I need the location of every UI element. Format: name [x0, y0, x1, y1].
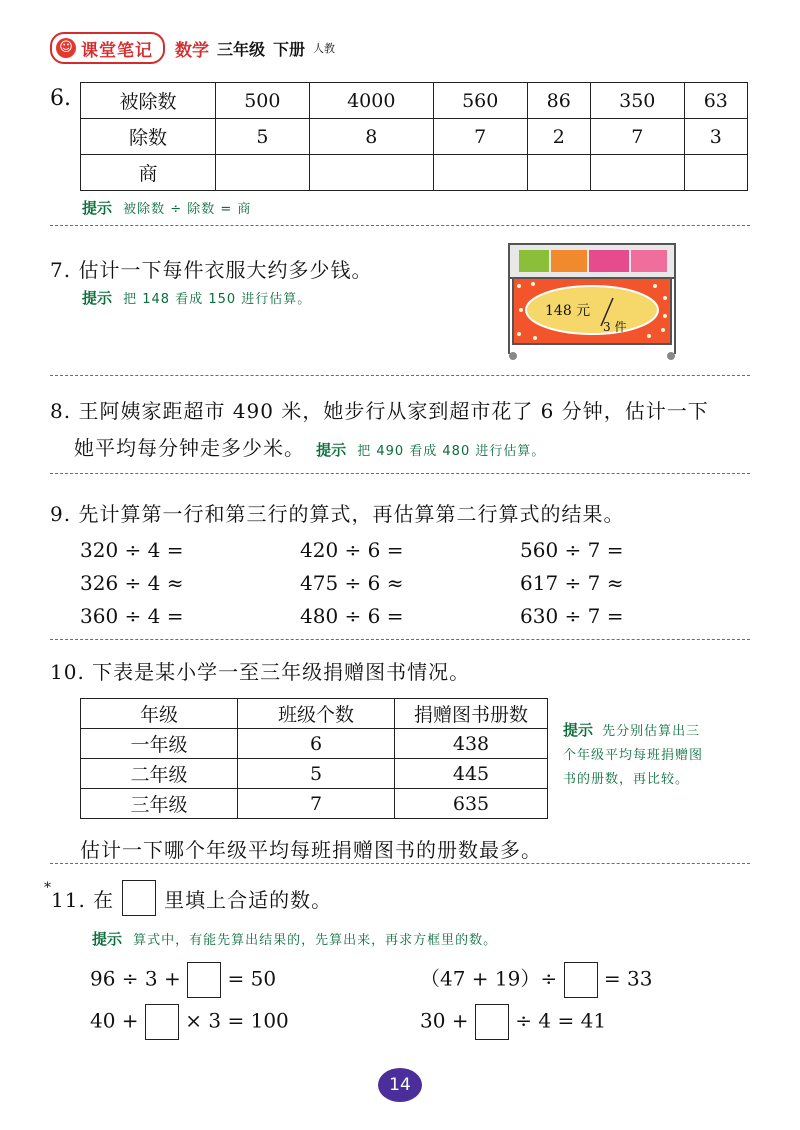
q10-hint: [563, 718, 753, 792]
table-cell: 三年级: [81, 789, 238, 819]
hint-label: 提示: [92, 930, 123, 948]
answer-cell[interactable]: [433, 155, 527, 191]
table-cell: 3: [684, 119, 747, 155]
answer-cell[interactable]: [590, 155, 684, 191]
row-header: 除数: [81, 119, 216, 155]
divider: [50, 473, 750, 474]
table-cell: 一年级: [81, 729, 238, 759]
hint-text: 把 148 看成 150 进行估算。: [123, 292, 312, 307]
grade-label: 三年级: [217, 39, 266, 59]
formula-right: × 3 = 100: [185, 1008, 289, 1033]
table-cell: 5: [238, 759, 395, 789]
q8-line2-wrap: [74, 432, 545, 461]
q10-donation-table: [80, 698, 548, 819]
hint-label: 提示: [563, 721, 594, 739]
q11-text-before: 11. 在: [51, 887, 115, 912]
formula-left: （47 + 19）÷: [420, 966, 558, 991]
row-header: 被除数: [81, 83, 216, 119]
table-row: [81, 155, 748, 191]
q11-text-after: 里填上合适的数。: [164, 887, 333, 912]
example-box: [122, 880, 156, 916]
column-header: 年级: [81, 699, 238, 729]
hint-label: 提示: [82, 289, 113, 307]
table-cell: 7: [590, 119, 684, 155]
hint-text: 被除数 ÷ 除数 = 商: [123, 202, 252, 217]
answer-cell[interactable]: [216, 155, 310, 191]
table-cell: 7: [433, 119, 527, 155]
formula: 475 ÷ 6 ≈: [300, 571, 404, 595]
q10-text: 10. 下表是某小学一至三年级捐赠图书情况。: [50, 660, 471, 684]
q7-text: 7. 估计一下每件衣服大约多少钱。: [50, 258, 373, 282]
formula: 560 ÷ 7 =: [520, 538, 624, 562]
q11-hint: [92, 928, 497, 949]
answer-box[interactable]: [475, 1004, 509, 1040]
hint-text: 个年级平均每班捐赠图: [563, 748, 704, 763]
q10-question: 估计一下哪个年级平均每班捐赠图书的册数最多。: [80, 838, 542, 862]
q11-formula-1: [90, 962, 276, 998]
series-badge: [50, 32, 165, 64]
subject-label: 数学: [175, 40, 209, 61]
table-cell: 8: [309, 119, 433, 155]
table-header-row: [81, 699, 548, 729]
formula: 630 ÷ 7 =: [520, 604, 624, 628]
table-cell: 86: [527, 83, 590, 119]
q9-text: 9. 先计算第一行和第三行的算式，再估算第二行算式的结果。: [50, 502, 625, 526]
table-cell: 350: [590, 83, 684, 119]
hint-label: 提示: [316, 441, 347, 459]
formula: 320 ÷ 4 =: [80, 538, 184, 562]
publisher-label: 人教: [313, 42, 336, 55]
volume-label: 下册: [273, 39, 306, 59]
divider: [50, 225, 750, 226]
answer-box[interactable]: [564, 962, 598, 998]
table-cell: 445: [395, 759, 548, 789]
formula-left: 30 +: [420, 1008, 469, 1033]
formula: 420 ÷ 6 =: [300, 538, 404, 562]
clothes-rack-icon: [505, 238, 679, 362]
formula-right: = 50: [227, 966, 277, 991]
price-label: 148 元: [545, 303, 591, 319]
q11-formula-4: [420, 1004, 606, 1040]
answer-cell[interactable]: [527, 155, 590, 191]
hint-label: 提示: [82, 199, 113, 217]
hint-text: 书的册数，再比较。: [563, 772, 690, 787]
column-header: 班级个数: [238, 699, 395, 729]
page-number: 14: [378, 1068, 422, 1102]
smiley-icon: ☺: [56, 38, 76, 58]
table-cell: 二年级: [81, 759, 238, 789]
table-row: [81, 759, 548, 789]
q8-line1: 8. 王阿姨家距超市 490 米，她步行从家到超市花了 6 分钟，估计一下: [50, 399, 709, 423]
formula-right: ÷ 4 = 41: [515, 1008, 607, 1033]
table-row: [81, 83, 748, 119]
formula-left: 96 ÷ 3 +: [90, 966, 181, 991]
formula-right: = 33: [603, 966, 653, 991]
divider: [50, 639, 750, 640]
q6-number: 6.: [50, 86, 71, 111]
table-cell: 7: [238, 789, 395, 819]
table-cell: 6: [238, 729, 395, 759]
answer-box[interactable]: [145, 1004, 179, 1040]
hint-line: [563, 718, 753, 744]
hint-text: 把 490 看成 480 进行估算。: [357, 444, 546, 459]
q8-line2: 她平均每分钟走多少米。: [74, 436, 305, 460]
table-row: [81, 789, 548, 819]
q6-division-table: [80, 82, 748, 191]
q11-title: [44, 880, 332, 916]
hint-text: 算式中，有能先算出结果的，先算出来，再求方框里的数。: [133, 933, 498, 948]
answer-box[interactable]: [187, 962, 221, 998]
divider: [50, 863, 750, 864]
formula: 360 ÷ 4 =: [80, 604, 184, 628]
table-cell: 2: [527, 119, 590, 155]
count-label: 3 件: [603, 320, 627, 334]
table-cell: 500: [216, 83, 310, 119]
table-cell: 438: [395, 729, 548, 759]
q6-hint: [82, 197, 251, 218]
q11-formula-3: [90, 1004, 289, 1040]
q11-formula-2: [420, 962, 652, 998]
page-header: [50, 30, 335, 66]
divider: [50, 375, 750, 376]
row-header: 商: [81, 155, 216, 191]
table-cell: 5: [216, 119, 310, 155]
answer-cell[interactable]: [684, 155, 747, 191]
formula-left: 40 +: [90, 1008, 139, 1033]
series-title: 课堂笔记: [81, 40, 153, 61]
formula: 480 ÷ 6 =: [300, 604, 404, 628]
table-cell: 635: [395, 789, 548, 819]
table-row: [81, 729, 548, 759]
column-header: 捐赠图书册数: [395, 699, 548, 729]
answer-cell[interactable]: [309, 155, 433, 191]
table-cell: 4000: [309, 83, 433, 119]
optional-star: *: [44, 880, 51, 896]
q7-hint: [82, 287, 311, 308]
hint-text: 先分别估算出三: [602, 724, 701, 739]
table-row: [81, 119, 748, 155]
table-cell: 560: [433, 83, 527, 119]
table-cell: 63: [684, 83, 747, 119]
formula: 617 ÷ 7 ≈: [520, 571, 624, 595]
clothes-rack-illustration: [505, 238, 679, 362]
formula: 326 ÷ 4 ≈: [80, 571, 184, 595]
